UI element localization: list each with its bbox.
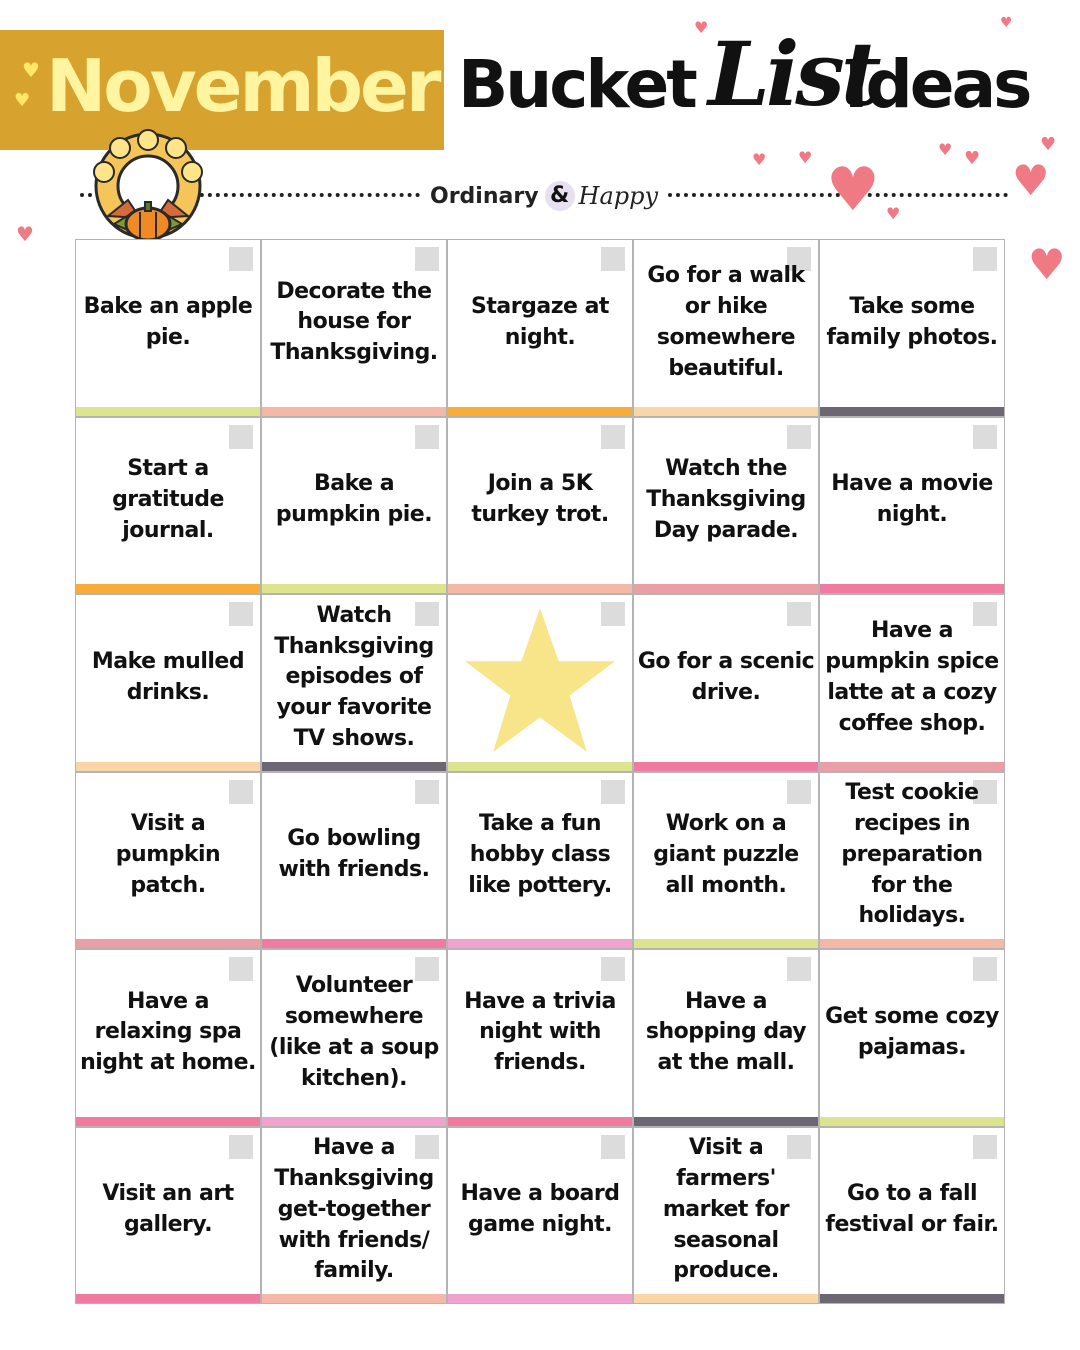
bucket-item-text: Have a relaxing spa night at home. [80,988,256,1076]
color-bar [76,762,260,771]
bucket-cell [819,594,1005,772]
brand-word: Ordinary [430,183,539,209]
color-bar [634,1117,818,1126]
bucket-cell [633,594,819,772]
color-bar [448,407,632,416]
bucket-cell [261,949,447,1127]
brand-ampersand: & [545,181,575,211]
color-bar [820,407,1004,416]
title-list: List [708,22,878,126]
bucket-cell [447,1127,633,1305]
bucket-cell [261,1127,447,1305]
title-ideas: Ideas [844,46,1030,123]
bucket-cell [819,949,1005,1127]
color-bar [262,407,446,416]
bucket-item-text: Join a 5K turkey trot. [471,471,609,528]
bucket-item-text: Have a pumpkin spice latte at a cozy coffee shop. [825,618,999,736]
bucket-item-text: Take a fun hobby class like pottery. [468,811,612,898]
bucket-list-grid [75,239,1005,1304]
wreath-icon [78,128,218,248]
bucket-item-text: Have a movie night. [831,471,993,528]
bucket-item-text: Visit a farmers' market for seasonal produce. [662,1135,790,1284]
color-bar [448,1294,632,1303]
heart-icon: ♥ [1028,240,1066,289]
color-bar [634,584,818,593]
bucket-item-text: Have a Thanksgiving get-together with friends/ family. [274,1135,434,1284]
bucket-cell [633,772,819,950]
bucket-cell [447,417,633,595]
bucket-item-text: Watch Thanksgiving episodes of your favorite TV shows. [274,602,434,751]
bucket-item-text: Go to a fall festival or fair. [825,1181,999,1238]
sparkle-icon: ♥ [14,90,31,111]
color-bar [820,1294,1004,1303]
bucket-cell [75,772,261,950]
bucket-item-text: Start a gratitude journal. [112,456,224,543]
heart-icon: ♥ [938,140,953,159]
title-bucket: Bucket [458,46,695,123]
month-banner [0,30,444,150]
bucket-item-text: Watch the Thanksgiving Day parade. [646,456,806,543]
bucket-cell [75,594,261,772]
color-bar [448,762,632,771]
bucket-item-text: Bake an apple pie. [83,293,253,350]
bucket-item-text: Go bowling with friends. [278,826,430,883]
color-bar [76,1294,260,1303]
bucket-cell [819,1127,1005,1305]
bucket-cell [75,1127,261,1305]
heart-icon: ♥ [1040,134,1057,155]
color-bar [448,939,632,948]
bucket-cell [261,239,447,417]
color-bar [76,939,260,948]
heart-icon: ♥ [1000,15,1013,31]
color-bar [262,762,446,771]
bucket-cell [447,772,633,950]
color-bar [820,762,1004,771]
bucket-cell [447,239,633,417]
heart-icon: ♥ [964,148,981,169]
bucket-cell [633,949,819,1127]
color-bar [448,1117,632,1126]
bucket-item-text: Have a board game night. [460,1181,620,1238]
heart-icon: ♥ [1012,156,1050,205]
heart-icon: ♥ [798,148,813,167]
bucket-item-text: Have a shopping day at the mall. [645,988,807,1076]
bucket-item-text: Make mulled drinks. [91,648,245,705]
color-bar [262,1294,446,1303]
color-bar [76,584,260,593]
color-bar [76,1117,260,1126]
bucket-cell [633,417,819,595]
sparkle-icon: ♥ [22,58,40,82]
bucket-cell [75,239,261,417]
color-bar [76,407,260,416]
color-bar [634,762,818,771]
bucket-item-text: Go for a walk or hike somewhere beautiful. [647,263,805,381]
color-bar [820,584,1004,593]
color-bar [262,584,446,593]
bucket-cell [75,417,261,595]
bucket-cell [819,772,1005,950]
color-bar [262,939,446,948]
heart-icon: ♥ [826,155,880,225]
bucket-item-text: Take some family photos. [826,293,998,350]
color-bar [448,584,632,593]
heart-icon: ♥ [694,18,709,37]
bucket-item-text: Volunteer somewhere (like at a soup kitchen). [269,973,439,1091]
color-bar [634,939,818,948]
month-title: November [46,44,439,128]
bucket-item-text: Bake a pumpkin pie. [275,471,433,528]
heart-icon: ♥ [16,222,34,246]
bucket-item-text: Visit an art gallery. [102,1181,234,1238]
color-bar [262,1117,446,1126]
bucket-item-text: Test cookie recipes in preparation for the holidays. [841,780,983,929]
bucket-cell [261,417,447,595]
brand-script: Happy [578,182,659,210]
bucket-cell [819,239,1005,417]
bucket-item-text: Go for a scenic drive. [637,648,815,705]
star-icon [462,605,618,755]
color-bar [634,1294,818,1303]
bucket-item-text: Work on a giant puzzle all month. [653,811,799,898]
bucket-cell [633,239,819,417]
color-bar [634,407,818,416]
heart-icon: ♥ [752,150,767,169]
bucket-item-text: Visit a pumpkin patch. [115,811,221,898]
bucket-cell [633,1127,819,1305]
bucket-item-text: Get some cozy pajamas. [825,1003,999,1060]
bucket-item-text: Decorate the house for Thanksgiving. [270,278,438,366]
bucket-cell [261,594,447,772]
bucket-cell [75,949,261,1127]
bucket-cell [261,772,447,950]
color-bar [820,1117,1004,1126]
bucket-cell [447,594,633,772]
bucket-item-text: Have a trivia night with friends. [464,988,616,1076]
brand-logo [430,176,660,216]
bucket-cell [819,417,1005,595]
color-bar [820,939,1004,948]
bucket-item-text: Stargaze at night. [471,293,609,350]
heart-icon: ♥ [886,204,901,223]
bucket-cell [447,949,633,1127]
